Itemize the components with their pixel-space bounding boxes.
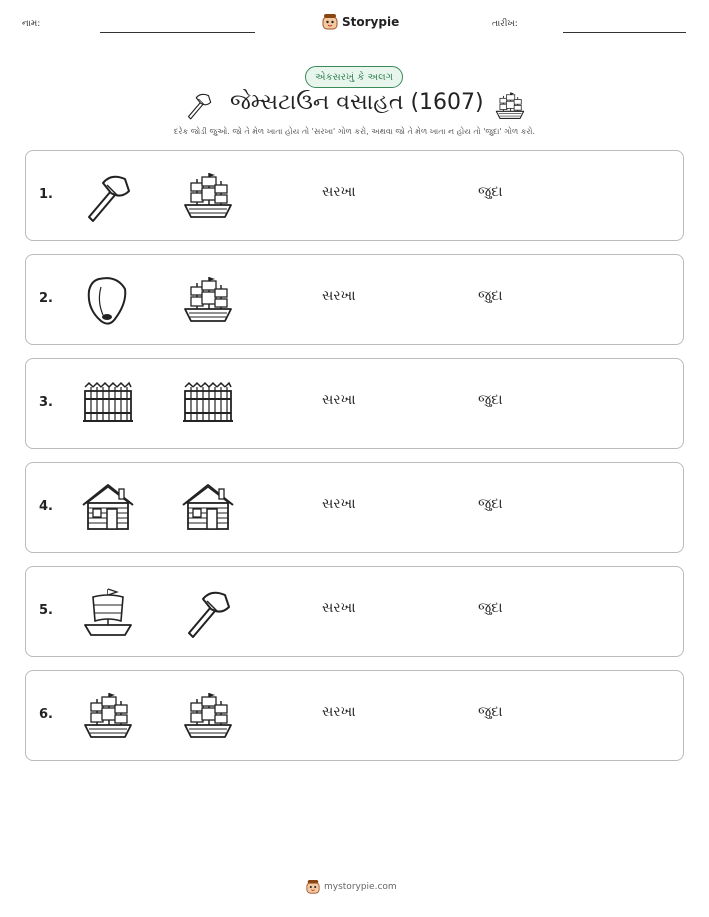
question-number: 5. bbox=[39, 603, 53, 618]
seed-icon bbox=[81, 273, 135, 327]
axe-icon bbox=[184, 90, 214, 120]
mascot-icon bbox=[306, 880, 320, 894]
ship-icon bbox=[181, 689, 235, 743]
option-same[interactable]: સરખા bbox=[322, 496, 356, 512]
mascot-icon bbox=[322, 14, 338, 30]
axe-icon bbox=[181, 585, 235, 639]
question-card bbox=[25, 670, 684, 761]
ship-icon bbox=[494, 90, 526, 122]
option-different[interactable]: જુદા bbox=[478, 600, 503, 616]
page-title: જેમ્સટાઉન વસાહત (1607) bbox=[230, 90, 484, 115]
option-different[interactable]: જુદા bbox=[478, 496, 503, 512]
question-card bbox=[25, 462, 684, 553]
question-card bbox=[25, 358, 684, 449]
storypie-logo bbox=[322, 14, 399, 30]
footer-url: mystorypie.com bbox=[324, 882, 397, 892]
option-different[interactable]: જુદા bbox=[478, 704, 503, 720]
title-bar bbox=[0, 86, 709, 126]
instructions: દરેક જોડી જુઓ. જો તે મેળ ખાતા હોય તો 'સરખા' ગોળ કરો, અથવા જો તે મેળ ખાતા ન હોય તો 'જુદા' ગોળ કરો. bbox=[173, 127, 536, 136]
option-same[interactable]: સરખા bbox=[322, 704, 356, 720]
question-card bbox=[25, 254, 684, 345]
question-card bbox=[25, 150, 684, 241]
worksheet-type-badge: એકસરખું કે અલગ bbox=[305, 66, 403, 88]
date-label: તારીખ: bbox=[492, 19, 518, 29]
name-label: નામ: bbox=[22, 19, 41, 29]
option-different[interactable]: જુદા bbox=[478, 288, 503, 304]
boat-icon bbox=[81, 585, 135, 639]
header bbox=[0, 14, 709, 38]
ship-icon bbox=[181, 273, 235, 327]
ship-icon bbox=[81, 689, 135, 743]
question-number: 4. bbox=[39, 499, 53, 514]
name-line bbox=[100, 32, 255, 33]
question-number: 3. bbox=[39, 395, 53, 410]
date-line bbox=[563, 32, 686, 33]
option-different[interactable]: જુદા bbox=[478, 184, 503, 200]
option-same[interactable]: સરખા bbox=[322, 392, 356, 408]
fence-icon bbox=[181, 377, 235, 431]
cabin-icon bbox=[181, 481, 235, 535]
ship-icon bbox=[181, 169, 235, 223]
question-card bbox=[25, 566, 684, 657]
option-same[interactable]: સરખા bbox=[322, 288, 356, 304]
footer bbox=[306, 880, 397, 894]
option-same[interactable]: સરખા bbox=[322, 600, 356, 616]
question-number: 2. bbox=[39, 291, 53, 306]
cabin-icon bbox=[81, 481, 135, 535]
fence-icon bbox=[81, 377, 135, 431]
question-number: 1. bbox=[39, 187, 53, 202]
option-same[interactable]: સરખા bbox=[322, 184, 356, 200]
option-different[interactable]: જુદા bbox=[478, 392, 503, 408]
brand-name: Storypie bbox=[342, 15, 400, 29]
axe-icon bbox=[81, 169, 135, 223]
question-number: 6. bbox=[39, 707, 53, 722]
